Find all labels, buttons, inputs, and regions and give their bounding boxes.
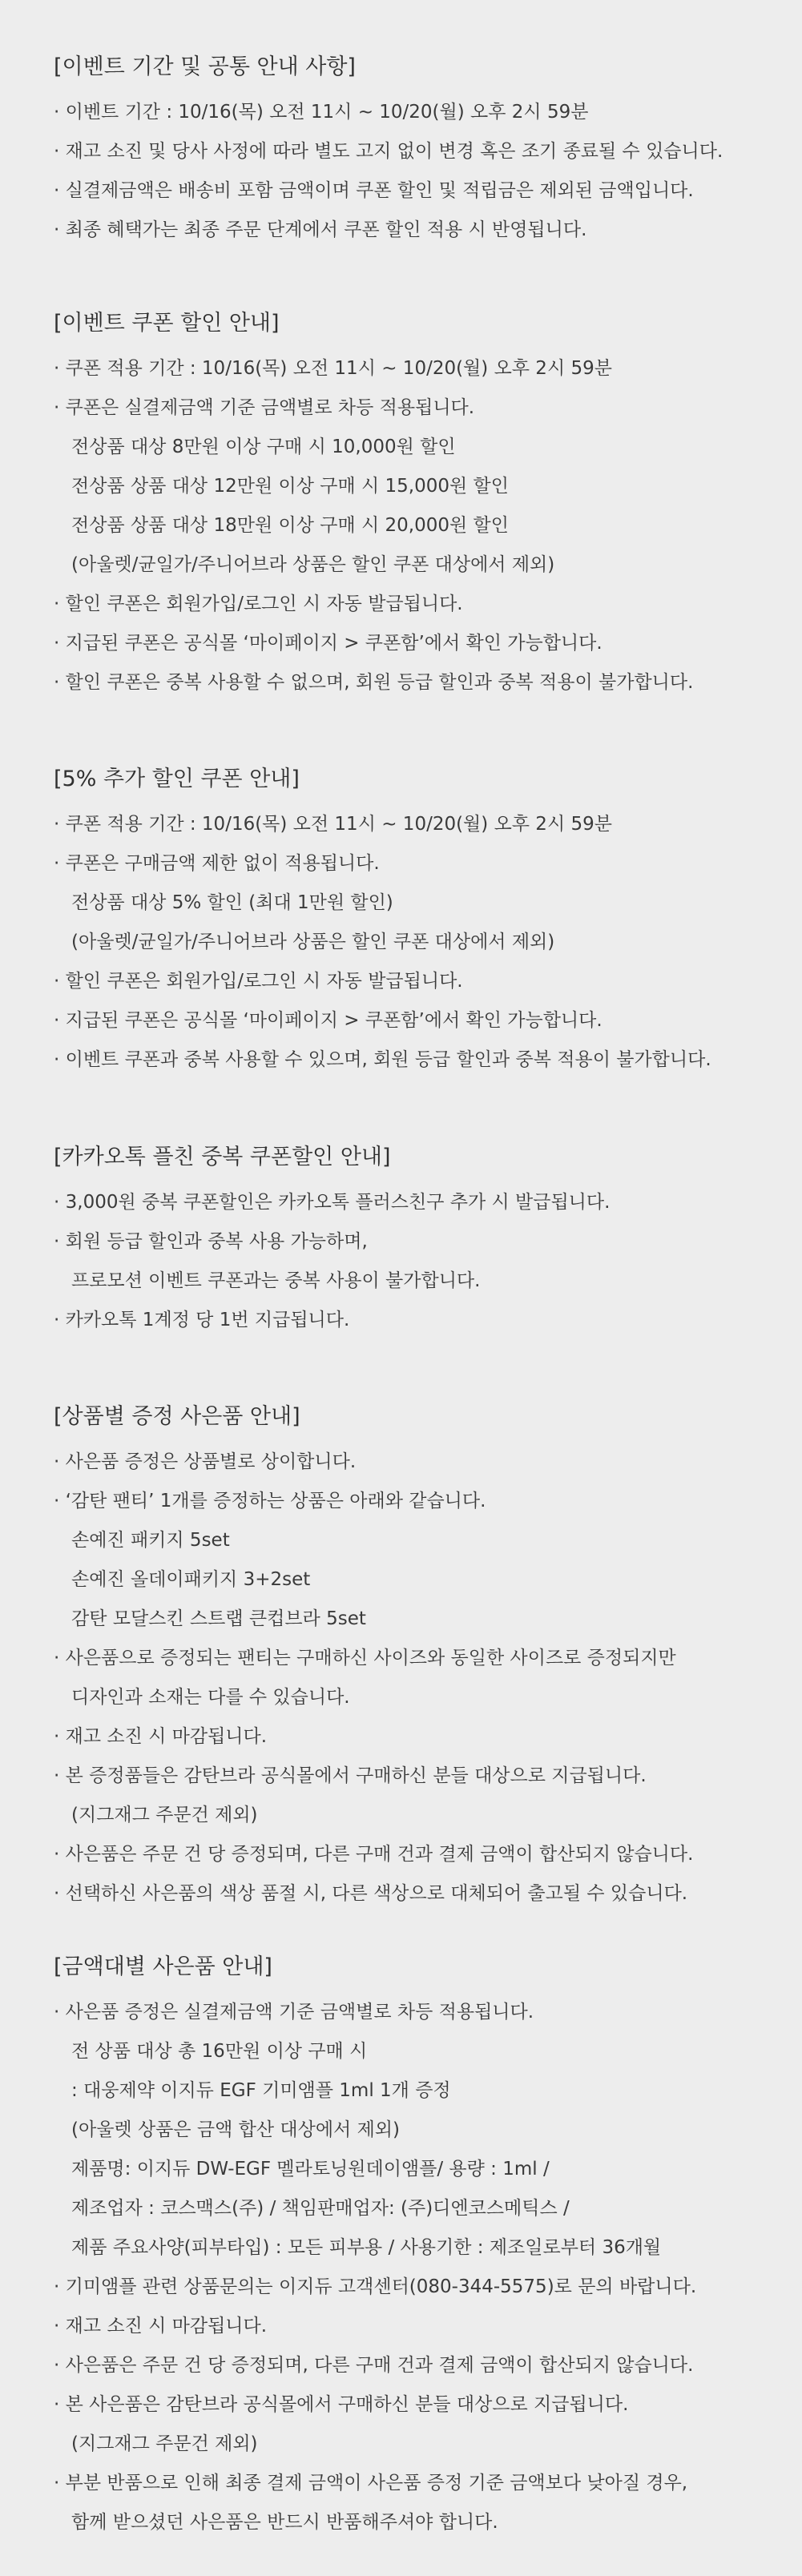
section-lines [54,93,775,250]
notice-line-continuation: : 대웅제약 이지듀 EGF 기미앰플 1ml 1개 증정 [71,2080,451,2101]
notice-line: · 본 사은품은 감탄브라 공식몰에서 구매하신 분들 대상으로 지급됩니다. [54,2394,629,2415]
notice-line-continuation: (아울렛/균일가/주니어브라 상품은 할인 쿠폰 대상에서 제외) [71,932,555,952]
notice-line: · 선택하신 사은품의 색상 품절 시, 다른 색상으로 대체되어 출고될 수 있습니다. [54,1883,688,1904]
section-lines [54,1183,775,1340]
section-extra-5-coupon [54,763,775,1080]
notice-line-continuation: 제품명: 이지듀 DW-EGF 멜라토닝원데이앰플/ 용량 : 1ml / [71,2159,550,2180]
section-title: [이벤트 쿠폰 할인 안내] [54,311,280,336]
notice-line: · 쿠폰 적용 기간 : 10/16(목) 오전 11시 ~ 10/20(월) 오후 2시 59분 [54,358,612,379]
notice-line: · 쿠폰은 실결제금액 기준 금액별로 차등 적용됩니다. [54,397,475,418]
notice-line: · 재고 소진 및 당사 사정에 따라 별도 고지 없이 변경 혹은 조기 종료될 수 있습니다. [54,141,723,162]
section-title: [금액대별 사은품 안내] [54,1954,272,1979]
notice-line: · 재고 소진 시 마감됩니다. [54,1726,268,1747]
notice-line: · 쿠폰 적용 기간 : 10/16(목) 오전 11시 ~ 10/20(월) 오후 2시 59분 [54,814,612,835]
section-amount-gift [54,1951,775,2542]
notice-line-continuation: 전상품 상품 대상 12만원 이상 구매 시 15,000원 할인 [71,476,509,497]
notice-line-continuation: (아울렛/균일가/주니어브라 상품은 할인 쿠폰 대상에서 제외) [71,554,555,575]
notice-line: · 사은품은 주문 건 당 증정되며, 다른 구매 건과 결제 금액이 합산되지 않습니다. [54,1844,694,1865]
notice-line-continuation: 손예진 패키지 5set [71,1530,230,1551]
notice-line: · ‘감탄 팬티’ 1개를 증정하는 상품은 아래와 같습니다. [54,1491,486,1511]
section-product-gift [54,1401,775,1914]
notice-line-continuation: 전상품 대상 8만원 이상 구매 시 10,000원 할인 [71,437,456,457]
notice-line: · 사은품 증정은 상품별로 상이합니다. [54,1451,357,1472]
section-lines [54,805,775,1080]
notice-line-continuation: 제품 주요사양(피부타입) : 모든 피부용 / 사용기한 : 제조일로부터 36개월 [71,2237,662,2258]
notice-line: · 사은품으로 증정되는 팬티는 구매하신 사이즈와 동일한 사이즈로 증정되지만 [54,1648,676,1668]
notice-line-continuation: 제조업자 : 코스맥스(주) / 책임판매업자: (주)디엔코스메틱스 / [71,2198,570,2219]
notice-line: · 카카오톡 1계정 당 1번 지급됩니다. [54,1310,350,1330]
notice-line: · 3,000원 중복 쿠폰할인은 카카오톡 플러스친구 추가 시 발급됩니다. [54,1192,611,1213]
section-event-coupon [54,308,775,702]
notice-line: · 본 증정품들은 감탄브라 공식몰에서 구매하신 분들 대상으로 지급됩니다. [54,1765,647,1786]
notice-line: · 지급된 쿠폰은 공식몰 ‘마이페이지 > 쿠폰함’에서 확인 가능합니다. [54,633,603,654]
notice-line: · 이벤트 쿠폰과 중복 사용할 수 있으며, 회원 등급 할인과 중복 적용이 불가합니다. [54,1049,711,1070]
notice-line: · 부분 반품으로 인해 최종 결제 금액이 사은품 증정 기준 금액보다 낮아질 경우, [54,2473,688,2493]
section-kakao-coupon [54,1141,775,1340]
notice-line: · 재고 소진 시 마감됩니다. [54,2316,268,2337]
section-title: [카카오톡 플친 중복 쿠폰할인 안내] [54,1145,391,1169]
section-event-period [54,51,775,250]
notice-line: · 지급된 쿠폰은 공식몰 ‘마이페이지 > 쿠폰함’에서 확인 가능합니다. [54,1010,603,1031]
section-lines [54,1993,775,2542]
section-title: [이벤트 기간 및 공통 안내 사항] [54,54,356,79]
notice-line-continuation: (아울렛 상품은 금액 합산 대상에서 제외) [71,2119,400,2140]
notice-line: · 할인 쿠폰은 중복 사용할 수 없으며, 회원 등급 할인과 중복 적용이 불가합니다. [54,672,694,693]
notice-line-continuation: (지그재그 주문건 제외) [71,1805,258,1825]
notice-line: · 회원 등급 할인과 중복 사용 가능하며, [54,1231,368,1252]
notice-line: · 사은품 증정은 실결제금액 기준 금액별로 차등 적용됩니다. [54,2002,534,2023]
notice-line-continuation: 전상품 상품 대상 18만원 이상 구매 시 20,000원 할인 [71,515,509,536]
notice-line-continuation: 디자인과 소재는 다를 수 있습니다. [71,1687,350,1708]
notice-line: · 최종 혜택가는 최종 주문 단계에서 쿠폰 할인 적용 시 반영됩니다. [54,219,587,240]
notice-line-continuation: 손예진 올데이패키지 3+2set [71,1569,311,1590]
notice-line-continuation: 함께 받으셨던 사은품은 반드시 반품해주셔야 합니다. [71,2512,498,2533]
section-lines [54,349,775,702]
notice-line-continuation: 전 상품 대상 총 16만원 이상 구매 시 [71,2041,368,2062]
notice-line: · 할인 쿠폰은 회원가입/로그인 시 자동 발급됩니다. [54,594,463,614]
notice-line-continuation: 프로모션 이벤트 쿠폰과는 중복 사용이 불가합니다. [71,1270,481,1291]
notice-line: · 이벤트 기간 : 10/16(목) 오전 11시 ~ 10/20(월) 오후 2시 59분 [54,102,589,123]
notice-line-continuation: (지그재그 주문건 제외) [71,2433,258,2454]
notice-line: · 실결제금액은 배송비 포함 금액이며 쿠폰 할인 및 적립금은 제외된 금액입니다. [54,180,694,201]
notice-line: · 기미앰플 관련 상품문의는 이지듀 고객센터(080-344-5575)로 문의 바랍니다. [54,2276,697,2297]
section-title: [5% 추가 할인 쿠폰 안내] [54,767,300,791]
notice-line: · 할인 쿠폰은 회원가입/로그인 시 자동 발급됩니다. [54,971,463,992]
notice-line-continuation: 감탄 모달스킨 스트랩 큰컵브라 5set [71,1608,366,1629]
notice-line: · 사은품은 주문 건 당 증정되며, 다른 구매 건과 결제 금액이 합산되지 않습니다. [54,2355,694,2376]
section-title: [상품별 증정 사은품 안내] [54,1404,300,1429]
section-lines [54,1443,775,1914]
notice-line: · 쿠폰은 구매금액 제한 없이 적용됩니다. [54,853,380,874]
notice-line-continuation: 전상품 대상 5% 할인 (최대 1만원 할인) [71,892,393,913]
